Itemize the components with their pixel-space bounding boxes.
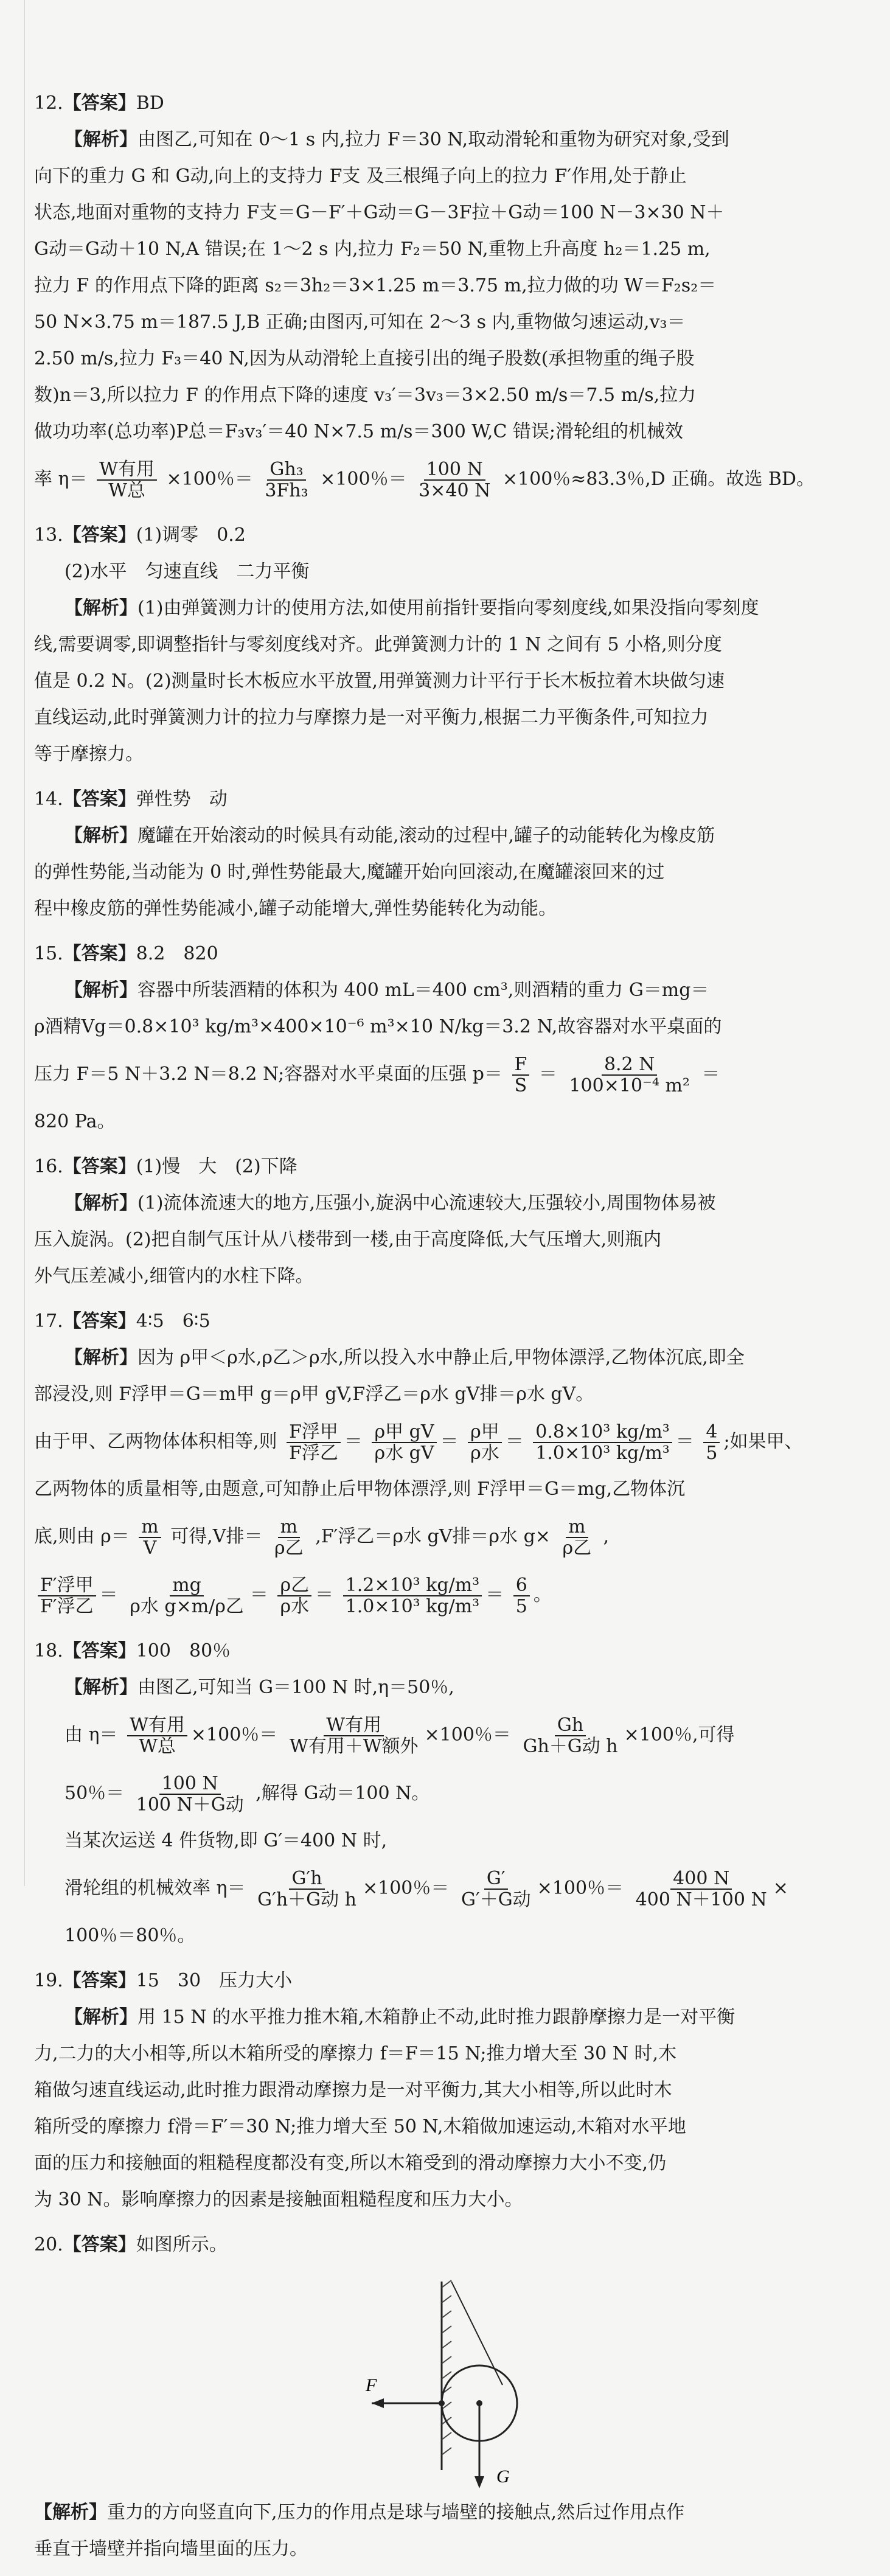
analysis-label: 【解析】	[64, 1192, 137, 1214]
question-17	[34, 1303, 867, 1624]
answer-label: 【答案】	[63, 788, 136, 810]
buoyancy-ratio-formula: 由于甲、乙两物体体积相等,则 $\frac{\text{F浮甲}}{\text{F浮乙}}$ ＝ $\frac{\text{ρ甲 gV}}{\text{ρ水 gV}}$ ＝ $\frac{\text{ρ甲}}{\text{ρ水}}$ ＝ $\frac{\text{0.8×10³ kg/m³}}{\text{1.0×10³ kg/m³}}$ ＝ $\frac{4}{5}$ ;如果甲、	[34, 1421, 803, 1464]
answer-label: 【答案】	[63, 1640, 136, 1662]
fraction: $\frac{6}{5}$	[513, 1575, 530, 1617]
analysis-line: 程中橡皮筋的弹性势能减小,罐子动能增大,弹性势能转化为动能。	[34, 898, 557, 919]
analysis-text: 因为 ρ甲＜ρ水,ρ乙＞ρ水,所以投入水中静止后,甲物体漂浮,乙物体沉底,即全	[137, 1347, 745, 1368]
answer-text: 如图所示。	[136, 2234, 228, 2255]
analysis-line: 的弹性势能,当动能为 0 时,弹性势能最大,魔罐开始向回滚动,在魔罐滚回来的过	[34, 862, 665, 883]
analysis-line: 值是 0.2 N。(2)测量时长木板应水平放置,用弹簧测力计平行于长木板拉着木块做匀速	[34, 670, 725, 692]
analysis-line: 拉力 F 的作用点下降的距离 s₂＝3h₂＝3×1.25 m＝3.75 m,拉力做的功 W＝F₂s₂＝	[34, 275, 717, 296]
analysis-line: 线,需要调零,即调整指针与零刻度线对齐。此弹簧测力计的 1 N 之间有 5 小格,则分度	[34, 634, 722, 655]
analysis-line: 力,二力的大小相等,所以木箱所受的摩擦力 f＝F＝15 N;推力增大至 30 N 时,木	[34, 2043, 677, 2064]
analysis-line: 等于摩擦力。	[34, 743, 144, 765]
fraction: $\frac{4}{5}$	[703, 1422, 720, 1463]
analysis-text: 由图乙,可知在 0～1 s 内,拉力 F＝30 N,取动滑轮和重物为研究对象,受到	[137, 129, 729, 150]
force-diagram-svg	[34, 2269, 867, 2494]
efficiency-result-formula: 滑轮组的机械效率 η＝ $\frac{G'h}{\text{G′h＋G动 h}}$ ×100％＝ $\frac{G'}{\text{G′＋G动}}$ ×100％＝ $\frac{400 N}{400 N+100 N}$ ×	[64, 1868, 788, 1910]
answer-label: 【答案】	[63, 1156, 136, 1177]
analysis-line: 箱做匀速直线运动,此时推力跟滑动摩擦力是一对平衡力,其大小相等,所以此时木	[34, 2080, 672, 2101]
fraction: $\frac{\text{1.2×10³ kg/m³}}{\text{1.0×10³ kg/m³}}$	[343, 1575, 482, 1617]
answer-text: 15 30 压力大小	[136, 1970, 293, 1991]
analysis-text: 魔罐在开始滚动的时候具有动能,滚动的过程中,罐子的动能转化为橡皮筋	[137, 825, 715, 846]
analysis-line: 状态,地面对重物的支持力 F支＝G－F′＋G动＝G－3F拉＋G动＝100 N－3×30 N＋	[34, 202, 725, 223]
fraction: $\frac{\text{0.8×10³ kg/m³}}{\text{1.0×10³ kg/m³}}$	[533, 1422, 672, 1463]
fraction: $\frac{400 N}{400 N+100 N}$	[635, 1868, 767, 1910]
analysis-line: 2.50 m/s,拉力 F₃＝40 N,因为从动滑轮上直接引出的绳子股数(承担物重的绳子股	[34, 348, 695, 369]
fraction: $\frac{G'}{\text{G′＋G动}}$	[461, 1868, 531, 1910]
fraction: $\frac{\text{ρ乙}}{\text{ρ水}}$	[277, 1575, 311, 1617]
analysis-label: 【解析】	[64, 1347, 137, 1368]
question-number: 14.	[34, 788, 63, 810]
volume-formula: 底,则由 ρ＝ $\frac{m}{V}$ 可得,V排＝ $\frac{m}{\text{ρ乙}}$ ,F′浮乙＝ρ水 gV排＝ρ水 g× $\frac{m}{\text{ρ乙}}$ ,	[34, 1516, 610, 1559]
analysis-label: 【解析】	[64, 1677, 137, 1698]
analysis-label: 【解析】	[34, 2502, 107, 2523]
fraction: $\frac{100 N}{3\times 40 N}$	[419, 459, 491, 501]
buoyancy-ratio-result: $\frac{\text{F′浮甲}}{\text{F′浮乙}}$ ＝ $\frac{mg}{\text{ρ水 g×m/ρ乙}}$ ＝ $\frac{\text{ρ乙}}{\text{ρ水}}$ ＝ $\frac{\text{1.2×10³ kg/m³}}{\text{1.0×10³ kg/m³}}$ ＝ $\frac{6}{5}$ 。	[34, 1566, 867, 1624]
analysis-label: 【解析】	[64, 980, 137, 1001]
analysis-line: 箱所受的摩擦力 f滑＝F′＝30 N;推力增大至 50 N,木箱做加速运动,木箱对水平地	[34, 2116, 686, 2137]
force-label-G: G	[496, 2466, 510, 2487]
analysis-line: 压入旋涡。(2)把自制气压计从八楼带到一楼,由于高度降低,大气压增大,则瓶内	[34, 1229, 662, 1250]
analysis-label: 【解析】	[64, 597, 137, 619]
question-number: 17.	[34, 1311, 63, 1332]
question-number: 19.	[34, 1970, 63, 1991]
fraction: $\frac{Gh}{\text{Gh＋G动 h}}$	[523, 1714, 618, 1757]
fraction: $\frac{\text{W有用}}{\text{W总}}$	[127, 1715, 187, 1756]
analysis-text: (1)流体流速大的地方,压强小,旋涡中心流速较大,压强较小,周围物体易被	[137, 1192, 716, 1214]
answer-text: 100 80％	[136, 1640, 231, 1662]
wall-hatching	[442, 2280, 451, 2455]
efficiency-formula: 率 η＝ $\frac{\text{W有用}}{\text{W总}}$ ×100％＝ $\frac{\text{Gh₃}}{\text{3Fh₃}}$ ×100％＝ $\frac{100 N}{3\times 40 N}$ ×100％≈83.3％,D 正确。故选 BD。	[34, 459, 815, 501]
analysis-line: 外气压差减小,细管内的水柱下降。	[34, 1265, 314, 1287]
analysis-line: 为 30 N。影响摩擦力的因素是接触面粗糙程度和压力大小。	[34, 2189, 523, 2210]
fraction: $\frac{\text{ρ甲}}{\text{ρ水}}$	[468, 1422, 502, 1463]
answer-label: 【答案】	[63, 943, 136, 964]
question-number: 13.	[34, 524, 63, 546]
analysis-line: 垂直于墙壁并指向墙里面的压力。	[34, 2538, 308, 2560]
fraction: $\frac{100 N}{\text{100 N＋G动}}$	[136, 1773, 244, 1815]
pressure-arrowhead	[372, 2398, 384, 2408]
answer-text: (1)慢 大 (2)下降	[136, 1156, 297, 1177]
analysis-label: 【解析】	[64, 2007, 137, 2028]
question-20	[34, 2227, 867, 2567]
answer-label: 【答案】	[63, 2234, 136, 2255]
analysis-text: 由图乙,可知当 G＝100 N 时,η＝50％,	[137, 1677, 454, 1698]
fraction: $\frac{m}{\text{ρ乙}}$	[562, 1516, 592, 1559]
fraction: $\frac{mg}{\text{ρ水 g×m/ρ乙}}$	[130, 1575, 244, 1617]
answer-text: 8.2 820	[136, 943, 218, 964]
question-number: 15.	[34, 943, 63, 964]
analysis-line: 数)n＝3,所以拉力 F 的作用点下降的速度 v₃′＝3v₃＝3×2.50 m/s＝7.5 m/s,拉力	[34, 385, 697, 406]
fraction: $\frac{8.2 N}{\text{100×10⁻⁴ m²}}$	[569, 1054, 690, 1096]
force-diagram	[34, 2269, 867, 2494]
solve-formula: 50％＝ $\frac{100 N}{\text{100 N＋G动}}$ ,解得 G动＝100 N。	[64, 1773, 430, 1815]
question-14	[34, 781, 867, 927]
answer-label: 【答案】	[63, 1970, 136, 1991]
analysis-text: 重力的方向竖直向下,压力的作用点是球与墙壁的接触点,然后过作用点作	[107, 2502, 685, 2523]
analysis-line: 向下的重力 G 和 G动,向上的支持力 F支 及三根绳子向上的拉力 F′作用,处于静止	[34, 165, 687, 187]
fraction: $\frac{\text{F′浮甲}}{\text{F′浮乙}}$	[38, 1575, 96, 1617]
force-label-F: F	[366, 2375, 377, 2395]
analysis-text: 用 15 N 的水平推力推木箱,木箱静止不动,此时推力跟静摩擦力是一对平衡	[137, 2007, 735, 2028]
pressure-formula: 压力 F＝5 N＋3.2 N＝8.2 N;容器对水平桌面的压强 p＝ $\frac{F}{S}$ ＝ $\frac{8.2 N}{\text{100×10⁻⁴ m²}}$ ＝	[34, 1054, 720, 1096]
fraction: $\frac{m}{V}$	[139, 1517, 161, 1558]
analysis-line: ρ酒精Vg＝0.8×10³ kg/m³×400×10⁻⁶ m³×10 N/kg＝3.2 N,故容器对水平桌面的	[34, 1016, 722, 1037]
analysis-line: 当某次运送 4 件货物,即 G′＝400 N 时,	[64, 1830, 388, 1851]
analysis-label: 【解析】	[64, 825, 137, 846]
fraction: $\frac{\text{ρ甲 gV}}{\text{ρ水 gV}}$	[372, 1422, 436, 1463]
question-16	[34, 1149, 867, 1295]
fraction: $\frac{m}{\text{ρ乙}}$	[274, 1516, 304, 1559]
fraction: $\frac{\text{W有用}}{\text{W总}}$	[97, 459, 157, 501]
analysis-line: 50 N×3.75 m＝187.5 J,B 正确;由图丙,可知在 2～3 s 内,重物做匀速运动,v₃＝	[34, 312, 686, 333]
answer-label: 【答案】	[63, 524, 136, 546]
analysis-text: 容器中所装酒精的体积为 400 mL＝400 cm³,则酒精的重力 G＝mg＝	[137, 980, 709, 1001]
answer-text: (2)水平 匀速直线 二力平衡	[64, 561, 310, 582]
question-12	[34, 85, 867, 509]
analysis-line: 100％＝80％。	[64, 1925, 196, 1946]
answer-label: 【答案】	[63, 1311, 136, 1332]
analysis-line: 直线运动,此时弹簧测力计的拉力与摩擦力是一对平衡力,根据二力平衡条件,可知拉力	[34, 707, 709, 728]
answer-text: BD	[136, 92, 164, 114]
gravity-arrowhead	[475, 2476, 484, 2488]
question-number: 12.	[34, 92, 63, 114]
analysis-line: 820 Pa。	[34, 1111, 116, 1132]
analysis-line: 做功功率(总功率)P总＝F₃v₃′＝40 N×7.5 m/s＝300 W,C 错误;滑轮组的机械效	[34, 421, 684, 442]
answer-text: (1)调零 0.2	[136, 524, 246, 546]
fraction: $\frac{F}{S}$	[512, 1054, 530, 1096]
fraction: $\frac{\text{W有用}}{\text{W有用＋W额外}}$	[289, 1714, 419, 1757]
answer-content	[34, 85, 867, 2576]
fraction: $\frac{\text{Gh₃}}{\text{3Fh₃}}$	[265, 459, 308, 501]
question-number: 16.	[34, 1156, 63, 1177]
analysis-label: 【解析】	[64, 129, 137, 150]
analysis-line: 面的压力和接触面的粗糙程度都没有变,所以木箱受到的滑动摩擦力大小不变,仍	[34, 2153, 667, 2174]
question-number: 18.	[34, 1640, 63, 1662]
analysis-text: (1)由弹簧测力计的使用方法,如使用前指针要指向零刻度线,如果没指向零刻度	[137, 597, 759, 619]
question-number: 20.	[34, 2234, 63, 2255]
fraction: $\frac{G'h}{\text{G′h＋G动 h}}$	[257, 1868, 356, 1910]
answer-label: 【答案】	[63, 92, 136, 114]
question-13	[34, 517, 867, 773]
analysis-line: 乙两物体的质量相等,由题意,可知静止后甲物体漂浮,则 F浮甲＝G＝mg,乙物体沉	[34, 1478, 686, 1500]
question-19	[34, 1963, 867, 2218]
fraction: $\frac{\text{F浮甲}}{\text{F浮乙}}$	[287, 1422, 341, 1463]
efficiency-formula: 由 η＝ $\frac{\text{W有用}}{\text{W总}}$ ×100％＝ $\frac{\text{W有用}}{\text{W有用＋W额外}}$ ×100％＝ $\frac{Gh}{\text{Gh＋G动 h}}$ ×100％,可得	[64, 1714, 735, 1757]
answer-text: 4∶5 6∶5	[136, 1311, 210, 1332]
question-18	[34, 1633, 867, 1954]
margin-line	[24, 0, 25, 1886]
analysis-line: 部浸没,则 F浮甲＝G＝m甲 g＝ρ甲 gV,F浮乙＝ρ水 gV排＝ρ水 gV。	[34, 1384, 594, 1405]
analysis-line: G动＝G动＋10 N,A 错误;在 1～2 s 内,拉力 F₂＝50 N,重物上升高度 h₂＝1.25 m,	[34, 238, 711, 260]
question-15	[34, 936, 867, 1140]
answer-text: 弹性势 动	[136, 788, 228, 810]
